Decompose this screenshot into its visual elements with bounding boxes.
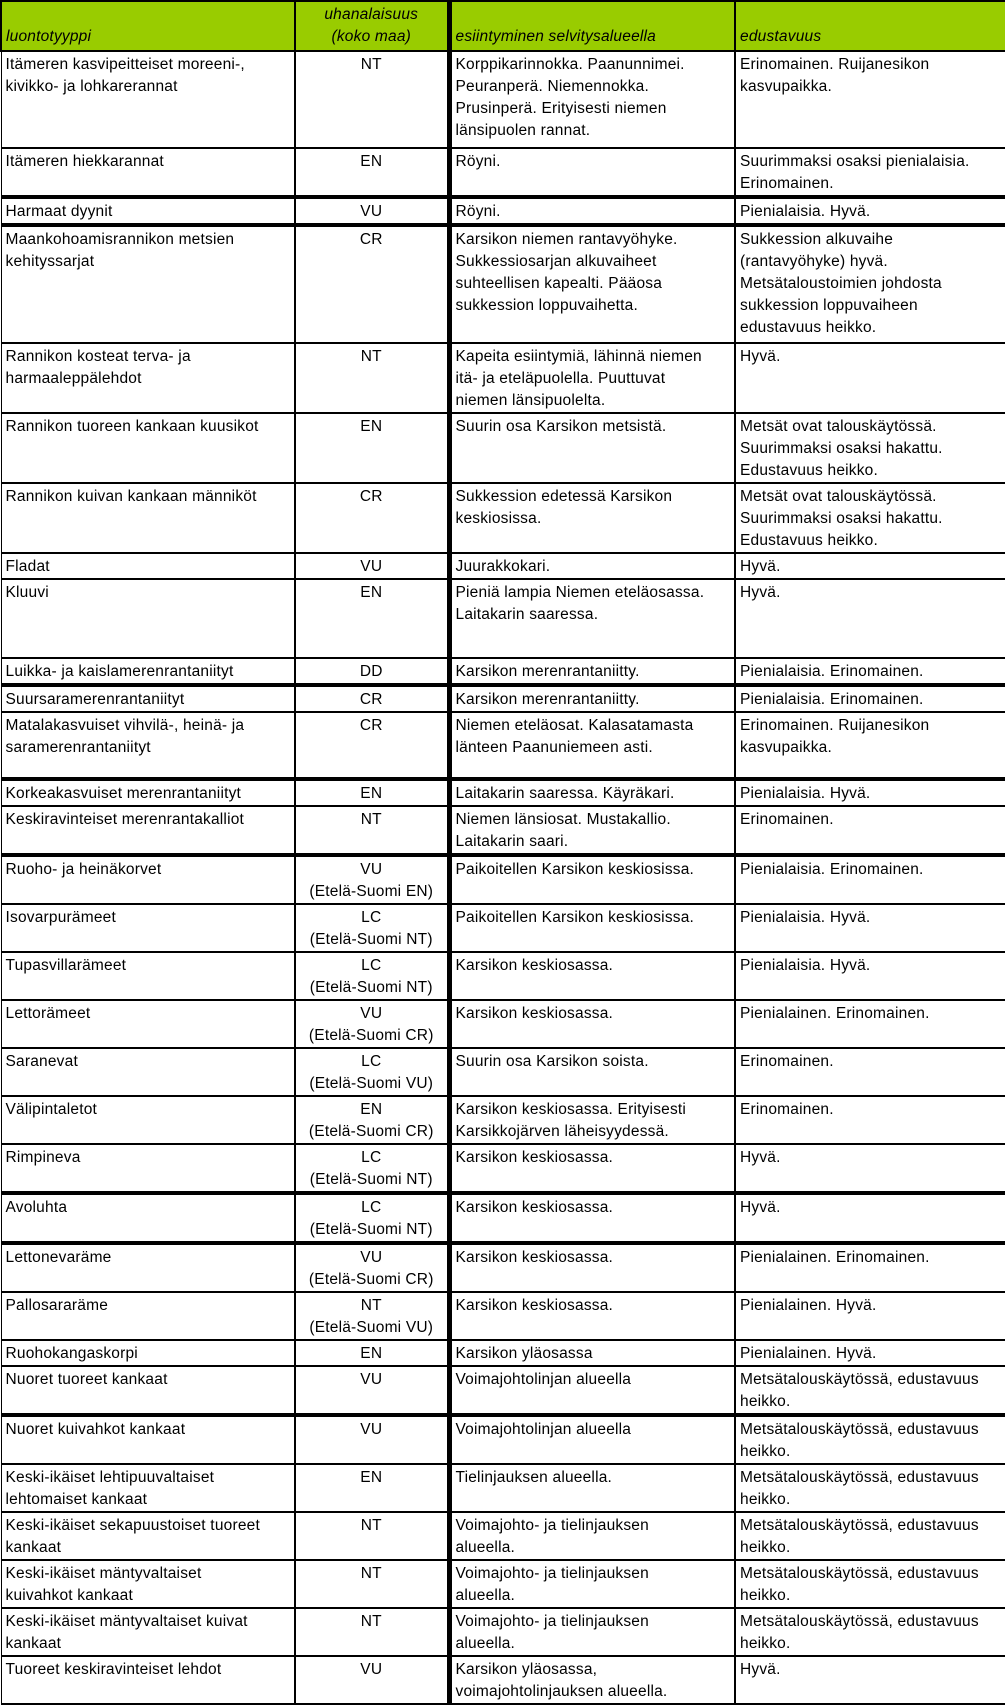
cell-edustavuus [735,712,1005,779]
cell-uhanalaisuus-text: NT (Etelä-Suomi VU) [309,1297,434,1336]
cell-uhanalaisuus [295,1000,449,1048]
cell-luontotyyppi-text: Avoluhta [5,1199,68,1216]
cell-luontotyyppi-text: Isovarpurämeet [5,909,116,926]
cell-uhanalaisuus [295,1243,449,1292]
cell-luontotyyppi-text: Tuoreet keskiravinteiset lehdot [5,1661,222,1678]
cell-luontotyyppi-text: Fladat [5,558,50,575]
table-row [1,904,1005,952]
cell-esiintyminen [449,1415,735,1464]
cell-uhanalaisuus-text: VU (Etelä-Suomi CR) [308,1005,434,1044]
header-edustavuus: edustavuus [735,1,1005,51]
cell-esiintyminen-text: Niemen eteläosat. Kalasatamasta länteen Paanuniemeen asti. [455,717,694,756]
cell-esiintyminen [449,1292,735,1340]
cell-esiintyminen-text: Suurin osa Karsikon metsistä. [455,418,667,435]
cell-esiintyminen [449,1048,735,1096]
cell-edustavuus [735,1096,1005,1144]
table-row [1,1512,1005,1560]
cell-uhanalaisuus-text: VU (Etelä-Suomi EN) [309,861,434,900]
cell-esiintyminen [449,658,735,685]
cell-esiintyminen [449,343,735,413]
cell-esiintyminen [449,685,735,712]
cell-luontotyyppi-text: Itämeren hiekkarannat [5,153,164,170]
table-row [1,1415,1005,1464]
cell-esiintyminen [449,197,735,225]
cell-luontotyyppi-text: Lettonevaräme [5,1249,112,1266]
cell-uhanalaisuus-text: DD [359,663,383,680]
cell-uhanalaisuus-text: EN [360,785,383,802]
cell-uhanalaisuus [295,806,449,855]
cell-luontotyyppi [1,413,295,483]
cell-luontotyyppi [1,1193,295,1243]
cell-luontotyyppi [1,904,295,952]
cell-edustavuus-text: Metsätalouskäytössä, edustavuus heikko. [740,1371,979,1410]
cell-esiintyminen-text: Juurakkokari. [455,558,551,575]
cell-edustavuus-text: Hyvä. [740,558,781,575]
cell-uhanalaisuus [295,1193,449,1243]
cell-uhanalaisuus [295,343,449,413]
cell-edustavuus-text: Pienialaisia. Erinomainen. [740,861,924,878]
cell-luontotyyppi-text: Rannikon kosteat terva- ja harmaaleppälehdot [5,348,191,387]
cell-edustavuus-text: Pienialaisia. Erinomainen. [740,663,924,680]
cell-luontotyyppi [1,1464,295,1512]
cell-edustavuus [735,806,1005,855]
cell-uhanalaisuus [295,1656,449,1704]
cell-uhanalaisuus [295,483,449,553]
cell-edustavuus-text: Pienialaisia. Hyvä. [740,203,871,220]
header-uhanalaisuus: uhanalaisuus (koko maa) [295,1,449,51]
cell-luontotyyppi-text: Keskiravinteiset merenrantakalliot [5,811,245,828]
cell-luontotyyppi-text: Harmaat dyynit [5,203,113,220]
cell-luontotyyppi [1,1512,295,1560]
table-row [1,685,1005,712]
cell-esiintyminen-text: Karsikon keskiosassa. Erityisesti Karsikkojärven läheisyydessä. [455,1101,687,1140]
cell-luontotyyppi [1,1608,295,1656]
cell-edustavuus-text: Pienialaisia. Erinomainen. [740,691,924,708]
cell-esiintyminen [449,712,735,779]
cell-esiintyminen-text: Niemen länsiosat. Mustakallio. Laitakarin saari. [455,811,671,850]
cell-edustavuus [735,1243,1005,1292]
cell-edustavuus [735,1000,1005,1048]
cell-esiintyminen [449,1000,735,1048]
cell-esiintyminen [449,952,735,1000]
table-body [1,51,1005,1704]
table-row [1,51,1005,148]
table-row [1,1464,1005,1512]
cell-luontotyyppi [1,1292,295,1340]
cell-uhanalaisuus [295,1415,449,1464]
cell-uhanalaisuus [295,197,449,225]
cell-luontotyyppi [1,658,295,685]
cell-esiintyminen-text: Karsikon niemen rantavyöhyke. Sukkessiosarjan alkuvaiheet suhteellisen kapealti. Pääosa sukkession loppuvaihetta. [455,231,678,314]
cell-uhanalaisuus [295,855,449,904]
cell-uhanalaisuus [295,1340,449,1366]
cell-luontotyyppi-text: Keski-ikäiset sekapuustoiset tuoreet kankaat [5,1517,260,1556]
cell-luontotyyppi [1,1243,295,1292]
table-row [1,1340,1005,1366]
cell-uhanalaisuus [295,51,449,148]
cell-uhanalaisuus-text: EN [360,153,383,170]
cell-edustavuus-text: Sukkession alkuvaihe (rantavyöhyke) hyvä. Metsätaloustoimien johdosta sukkession loppuvaiheen edustavuus heikko. [740,231,942,336]
cell-edustavuus-text: Metsätalouskäytössä, edustavuus heikko. [740,1469,979,1508]
cell-esiintyminen-text: Karsikon keskiosassa. [455,1005,614,1022]
table-row [1,413,1005,483]
cell-luontotyyppi-text: Ruohokangaskorpi [5,1345,138,1362]
table-row [1,658,1005,685]
cell-luontotyyppi-text: Rimpineva [5,1149,81,1166]
table-row [1,1560,1005,1608]
cell-esiintyminen-text: Karsikon keskiosassa. [455,957,614,974]
cell-esiintyminen [449,779,735,806]
cell-uhanalaisuus-text: LC (Etelä-Suomi NT) [309,1149,433,1188]
cell-uhanalaisuus-text: LC (Etelä-Suomi NT) [309,1199,433,1238]
cell-luontotyyppi-text: Nuoret tuoreet kankaat [5,1371,168,1388]
cell-edustavuus-text: Metsät ovat talouskäytössä. Suurimmaksi osaksi hakattu. Edustavuus heikko. [740,488,943,549]
cell-edustavuus [735,1656,1005,1704]
cell-edustavuus-text: Metsät ovat talouskäytössä. Suurimmaksi osaksi hakattu. Edustavuus heikko. [740,418,943,479]
cell-uhanalaisuus [295,685,449,712]
cell-luontotyyppi-text: Keski-ikäiset lehtipuuvaltaiset lehtomaiset kankaat [5,1469,215,1508]
cell-esiintyminen [449,1096,735,1144]
cell-edustavuus [735,904,1005,952]
cell-esiintyminen-text: Karsikon keskiosassa. [455,1249,614,1266]
cell-esiintyminen-text: Karsikon keskiosassa. [455,1297,614,1314]
cell-luontotyyppi-text: Ruoho- ja heinäkorvet [5,861,162,878]
cell-esiintyminen-text: Röyni. [455,153,501,170]
cell-luontotyyppi [1,197,295,225]
cell-uhanalaisuus [295,1608,449,1656]
cell-esiintyminen [449,806,735,855]
table-row [1,779,1005,806]
cell-luontotyyppi-text: Pallosararäme [5,1297,109,1314]
cell-luontotyyppi [1,855,295,904]
cell-esiintyminen [449,1656,735,1704]
cell-esiintyminen-text: Karsikon merenrantaniitty. [455,691,640,708]
cell-esiintyminen [449,148,735,197]
cell-edustavuus-text: Pienialainen. Erinomainen. [740,1005,930,1022]
cell-esiintyminen-text: Karsikon merenrantaniitty. [455,663,640,680]
cell-esiintyminen [449,855,735,904]
cell-edustavuus-text: Metsätalouskäytössä, edustavuus heikko. [740,1421,979,1460]
cell-esiintyminen-text: Sukkession edetessä Karsikon keskiosissa. [455,488,673,527]
cell-luontotyyppi [1,343,295,413]
cell-edustavuus [735,1415,1005,1464]
cell-luontotyyppi-text: Lettorämeet [5,1005,91,1022]
cell-esiintyminen [449,483,735,553]
cell-esiintyminen [449,1512,735,1560]
cell-esiintyminen [449,1340,735,1366]
cell-edustavuus [735,343,1005,413]
cell-luontotyyppi [1,712,295,779]
cell-edustavuus [735,1340,1005,1366]
cell-esiintyminen-text: Voimajohtolinjan alueella [455,1421,632,1438]
cell-luontotyyppi-text: Tupasvillarämeet [5,957,127,974]
cell-uhanalaisuus [295,712,449,779]
table-row [1,148,1005,197]
cell-luontotyyppi-text: Matalakasvuiset vihvilä-, heinä- ja saramerenrantaniityt [5,717,245,756]
cell-uhanalaisuus [295,553,449,579]
cell-esiintyminen-text: Suurin osa Karsikon soista. [455,1053,649,1070]
cell-esiintyminen [449,553,735,579]
cell-esiintyminen [449,579,735,658]
cell-edustavuus [735,148,1005,197]
cell-uhanalaisuus [295,1560,449,1608]
cell-esiintyminen-text: Karsikon yläosassa [455,1345,593,1362]
cell-luontotyyppi [1,685,295,712]
cell-uhanalaisuus [295,779,449,806]
table-row [1,1096,1005,1144]
cell-esiintyminen-text: Korppikarinnokka. Paanunnimei. Peuranperä. Niemennokka. Prusinperä. Erityisesti niemen länsipuolen rannat. [455,56,685,139]
cell-uhanalaisuus-text: EN (Etelä-Suomi CR) [308,1101,434,1140]
cell-edustavuus-text: Pienialainen. Erinomainen. [740,1249,930,1266]
cell-uhanalaisuus-text: NT [360,1565,382,1582]
cell-uhanalaisuus-text: CR [359,488,383,505]
cell-esiintyminen [449,1608,735,1656]
cell-uhanalaisuus-text: NT [360,1517,382,1534]
cell-luontotyyppi-text: Itämeren kasvipeitteiset moreeni-, kivikko- ja lohkarerannat [5,56,245,95]
cell-edustavuus [735,1464,1005,1512]
cell-esiintyminen-text: Laitakarin saaressa. Käyräkari. [455,785,675,802]
cell-uhanalaisuus-text: LC (Etelä-Suomi NT) [309,957,433,996]
cell-uhanalaisuus-text: NT [360,811,382,828]
cell-edustavuus [735,51,1005,148]
cell-luontotyyppi-text: Keski-ikäiset mäntyvaltaiset kuivat kankaat [5,1613,248,1652]
cell-uhanalaisuus [295,1292,449,1340]
table-row [1,1000,1005,1048]
table-row [1,343,1005,413]
cell-uhanalaisuus [295,952,449,1000]
table-row [1,806,1005,855]
cell-edustavuus [735,1144,1005,1193]
cell-edustavuus-text: Hyvä. [740,1661,781,1678]
cell-luontotyyppi-text: Keski-ikäiset mäntyvaltaiset kuivahkot kankaat [5,1565,202,1604]
cell-luontotyyppi-text: Rannikon kuivan kankaan männiköt [5,488,257,505]
cell-edustavuus [735,483,1005,553]
cell-edustavuus-text: Metsätalouskäytössä, edustavuus heikko. [740,1613,979,1652]
cell-esiintyminen [449,1144,735,1193]
cell-edustavuus [735,413,1005,483]
table-header-row [1,1,1005,51]
table-row [1,579,1005,658]
cell-edustavuus-text: Hyvä. [740,584,781,601]
cell-luontotyyppi [1,1415,295,1464]
cell-edustavuus [735,685,1005,712]
cell-uhanalaisuus-text: VU (Etelä-Suomi CR) [308,1249,434,1288]
cell-edustavuus [735,952,1005,1000]
cell-luontotyyppi [1,225,295,343]
cell-esiintyminen [449,1464,735,1512]
cell-esiintyminen [449,1243,735,1292]
cell-esiintyminen-text: Karsikon keskiosassa. [455,1199,614,1216]
cell-uhanalaisuus-text: VU [360,1661,383,1678]
table-row [1,855,1005,904]
cell-esiintyminen-text: Pieniä lampia Niemen eteläosassa. Laitakarin saaressa. [455,584,705,623]
cell-esiintyminen [449,1193,735,1243]
cell-luontotyyppi-text: Rannikon tuoreen kankaan kuusikot [5,418,259,435]
cell-luontotyyppi-text: Saranevat [5,1053,78,1070]
cell-luontotyyppi [1,1340,295,1366]
cell-edustavuus-text: Erinomainen. Ruijanesikon kasvupaikka. [740,717,930,756]
table-row [1,1608,1005,1656]
cell-uhanalaisuus [295,1366,449,1415]
cell-luontotyyppi [1,553,295,579]
cell-luontotyyppi [1,579,295,658]
cell-edustavuus [735,225,1005,343]
cell-luontotyyppi [1,806,295,855]
cell-uhanalaisuus [295,658,449,685]
cell-edustavuus-text: Pienialainen. Hyvä. [740,1345,877,1362]
cell-uhanalaisuus [295,1096,449,1144]
cell-esiintyminen-text: Voimajohto- ja tielinjauksen alueella. [455,1613,649,1652]
cell-edustavuus [735,855,1005,904]
cell-edustavuus-text: Suurimmaksi osaksi pienialaisia. Erinomainen. [740,153,970,192]
cell-uhanalaisuus-text: CR [359,717,383,734]
cell-uhanalaisuus [295,225,449,343]
cell-luontotyyppi [1,1000,295,1048]
cell-luontotyyppi [1,1656,295,1704]
cell-uhanalaisuus-text: LC (Etelä-Suomi NT) [309,909,433,948]
cell-uhanalaisuus [295,148,449,197]
cell-edustavuus [735,553,1005,579]
table-row [1,1292,1005,1340]
cell-uhanalaisuus-text: EN [360,1469,383,1486]
cell-esiintyminen [449,225,735,343]
cell-esiintyminen-text: Kapeita esiintymiä, lähinnä niemen itä- ja eteläpuolella. Puuttuvat niemen länsipuolelta. [455,348,702,409]
cell-uhanalaisuus-text: VU [360,1371,383,1388]
cell-esiintyminen-text: Paikoitellen Karsikon keskiosissa. [455,909,695,926]
cell-luontotyyppi-text: Nuoret kuivahkot kankaat [5,1421,186,1438]
cell-uhanalaisuus-text: CR [359,231,383,248]
table-row [1,197,1005,225]
cell-edustavuus [735,1048,1005,1096]
cell-esiintyminen [449,1366,735,1415]
cell-edustavuus [735,779,1005,806]
table-row [1,1656,1005,1704]
cell-luontotyyppi [1,1096,295,1144]
table-row [1,225,1005,343]
cell-uhanalaisuus-text: VU [360,1421,383,1438]
cell-uhanalaisuus-text: LC (Etelä-Suomi VU) [309,1053,434,1092]
cell-uhanalaisuus [295,579,449,658]
cell-luontotyyppi [1,779,295,806]
cell-uhanalaisuus [295,1144,449,1193]
cell-luontotyyppi [1,1560,295,1608]
cell-edustavuus [735,579,1005,658]
cell-esiintyminen [449,904,735,952]
table-row [1,1048,1005,1096]
cell-edustavuus-text: Hyvä. [740,1199,781,1216]
table-row [1,952,1005,1000]
cell-esiintyminen-text: Voimajohto- ja tielinjauksen alueella. [455,1565,649,1604]
cell-edustavuus-text: Metsätalouskäytössä, edustavuus heikko. [740,1517,979,1556]
cell-esiintyminen-text: Voimajohto- ja tielinjauksen alueella. [455,1517,649,1556]
cell-esiintyminen-text: Karsikon yläosassa, voimajohtolinjauksen alueella. [455,1661,668,1700]
cell-edustavuus [735,1560,1005,1608]
cell-uhanalaisuus-text: EN [360,584,383,601]
cell-luontotyyppi [1,952,295,1000]
table-row [1,483,1005,553]
cell-edustavuus-text: Erinomainen. Ruijanesikon kasvupaikka. [740,56,930,95]
cell-uhanalaisuus [295,1512,449,1560]
cell-uhanalaisuus [295,1464,449,1512]
cell-edustavuus [735,1608,1005,1656]
cell-edustavuus-text: Pienialaisia. Hyvä. [740,785,871,802]
cell-uhanalaisuus [295,413,449,483]
table-row [1,1193,1005,1243]
cell-esiintyminen [449,51,735,148]
cell-esiintyminen [449,1560,735,1608]
cell-esiintyminen [449,413,735,483]
cell-uhanalaisuus-text: EN [360,1345,383,1362]
cell-uhanalaisuus-text: EN [360,418,383,435]
table-row [1,1144,1005,1193]
table-row [1,1366,1005,1415]
cell-edustavuus [735,197,1005,225]
cell-uhanalaisuus-text: CR [359,691,383,708]
cell-edustavuus [735,1512,1005,1560]
cell-uhanalaisuus-text: NT [360,348,382,365]
table-row [1,1243,1005,1292]
cell-uhanalaisuus-text: VU [360,203,383,220]
header-luontotyyppi: luontotyyppi [1,1,295,51]
cell-edustavuus-text: Erinomainen. [740,1101,834,1118]
header-esiintyminen: esiintyminen selvitysalueella [449,1,735,51]
cell-luontotyyppi-text: Maankohoamisrannikon metsien kehityssarjat [5,231,235,270]
cell-esiintyminen-text: Röyni. [455,203,501,220]
cell-uhanalaisuus [295,1048,449,1096]
cell-edustavuus [735,1193,1005,1243]
cell-esiintyminen-text: Karsikon keskiosassa. [455,1149,614,1166]
cell-uhanalaisuus-text: NT [360,1613,382,1630]
cell-edustavuus-text: Erinomainen. [740,811,834,828]
cell-edustavuus-text: Pienialaisia. Hyvä. [740,957,871,974]
cell-esiintyminen-text: Paikoitellen Karsikon keskiosissa. [455,861,695,878]
cell-luontotyyppi-text: Korkeakasvuiset merenrantaniityt [5,785,242,802]
cell-edustavuus-text: Hyvä. [740,348,781,365]
cell-uhanalaisuus [295,904,449,952]
cell-luontotyyppi [1,1048,295,1096]
cell-edustavuus-text: Pienialaisia. Hyvä. [740,909,871,926]
cell-edustavuus-text: Pienialainen. Hyvä. [740,1297,877,1314]
cell-luontotyyppi [1,51,295,148]
cell-luontotyyppi [1,483,295,553]
cell-edustavuus [735,658,1005,685]
cell-edustavuus-text: Erinomainen. [740,1053,834,1070]
cell-luontotyyppi-text: Suursaramerenrantaniityt [5,691,185,708]
cell-luontotyyppi-text: Luikka- ja kaislamerenrantaniityt [5,663,234,680]
table-row [1,712,1005,779]
cell-luontotyyppi-text: Välipintaletot [5,1101,98,1118]
cell-esiintyminen-text: Voimajohtolinjan alueella [455,1371,632,1388]
cell-edustavuus [735,1366,1005,1415]
cell-luontotyyppi [1,148,295,197]
cell-uhanalaisuus-text: NT [360,56,382,73]
cell-edustavuus [735,1292,1005,1340]
cell-esiintyminen-text: Tielinjauksen alueella. [455,1469,613,1486]
table-row [1,553,1005,579]
cell-luontotyyppi [1,1366,295,1415]
cell-edustavuus-text: Metsätalouskäytössä, edustavuus heikko. [740,1565,979,1604]
cell-uhanalaisuus-text: VU [360,558,383,575]
cell-luontotyyppi [1,1144,295,1193]
cell-edustavuus-text: Hyvä. [740,1149,781,1166]
cell-luontotyyppi-text: Kluuvi [5,584,49,601]
